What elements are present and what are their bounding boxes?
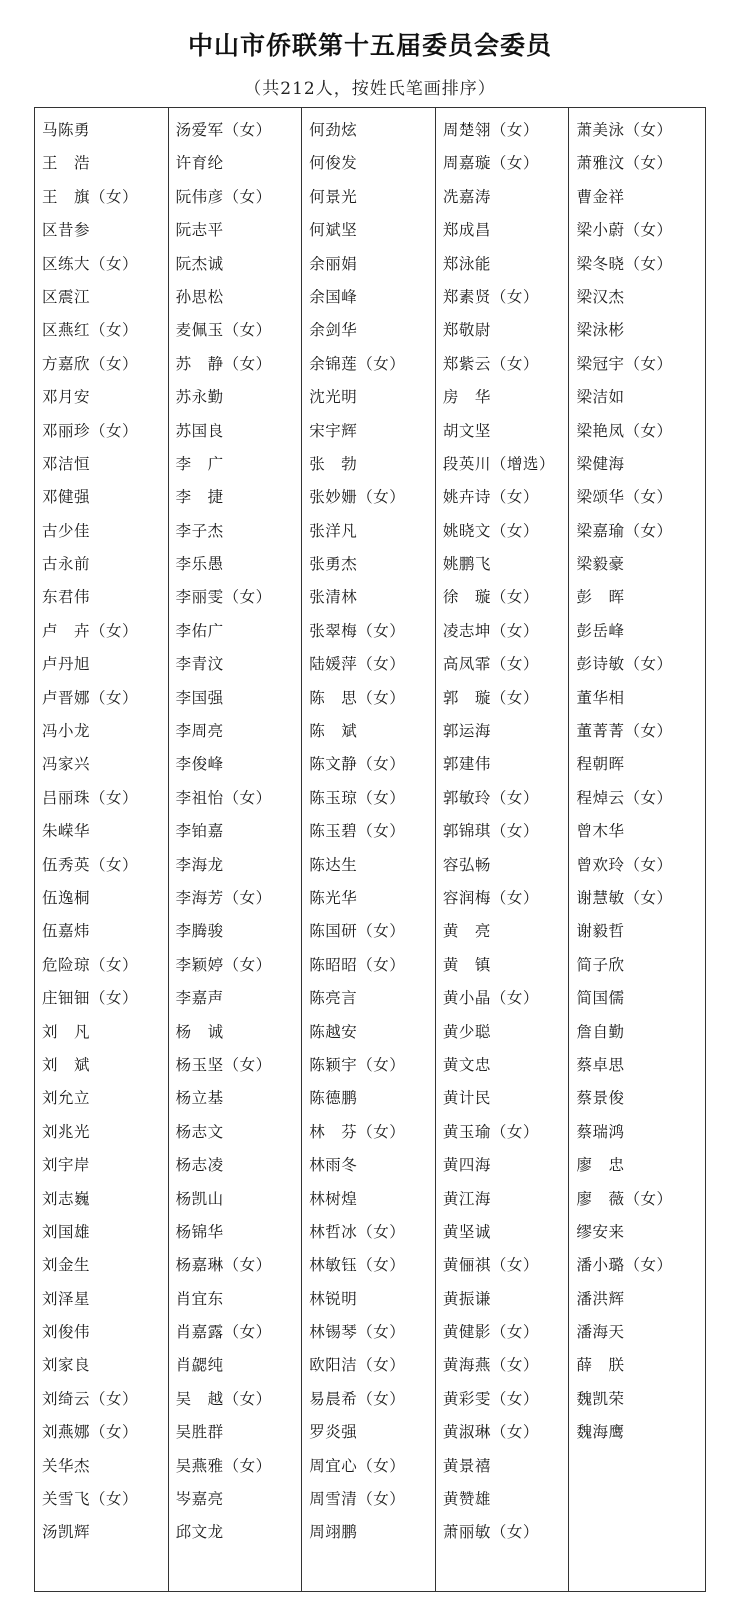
name-column-1 bbox=[35, 108, 169, 1591]
member-name: 黄俪祺（女） bbox=[442, 1256, 539, 1275]
member-name: 黄少聪 bbox=[442, 1022, 491, 1041]
member-name: 区昔参 bbox=[42, 221, 91, 240]
member-name: 潘海天 bbox=[576, 1323, 625, 1342]
member-name: 梁嘉瑜（女） bbox=[576, 521, 673, 540]
member-name: 苏永勤 bbox=[175, 388, 224, 407]
member-name: 缪安来 bbox=[576, 1222, 625, 1241]
member-name: 古永前 bbox=[42, 555, 91, 574]
member-name: 区震江 bbox=[42, 287, 91, 306]
member-name: 余锦莲（女） bbox=[309, 354, 406, 373]
member-name: 张勇杰 bbox=[309, 555, 358, 574]
member-name: 董华相 bbox=[576, 688, 625, 707]
member-name: 刘 凡 bbox=[42, 1022, 91, 1041]
member-name: 余国峰 bbox=[309, 287, 358, 306]
member-name: 房 华 bbox=[442, 388, 491, 407]
member-name: 肖嘉露（女） bbox=[175, 1323, 272, 1342]
member-name: 刘 斌 bbox=[42, 1055, 91, 1074]
member-name: 杨凯山 bbox=[175, 1189, 224, 1208]
member-name: 蔡卓思 bbox=[576, 1055, 625, 1074]
member-name: 李佑广 bbox=[175, 621, 224, 640]
member-name: 卢丹旭 bbox=[42, 655, 91, 674]
member-name: 陈玉琼（女） bbox=[309, 788, 406, 807]
member-name: 梁小蔚（女） bbox=[576, 221, 673, 240]
member-name: 梁颂华（女） bbox=[576, 488, 673, 507]
member-name: 廖 薇（女） bbox=[576, 1189, 673, 1208]
member-name: 邓丽珍（女） bbox=[42, 421, 139, 440]
member-name: 程朝晖 bbox=[576, 755, 625, 774]
member-name: 刘家良 bbox=[42, 1356, 91, 1375]
member-name: 黄海燕（女） bbox=[442, 1356, 539, 1375]
member-name: 杨志凌 bbox=[175, 1156, 224, 1175]
member-name: 陈文静（女） bbox=[309, 755, 406, 774]
member-name: 卢晋娜（女） bbox=[42, 688, 139, 707]
member-name: 伍逸桐 bbox=[42, 888, 91, 907]
name-column-2 bbox=[169, 108, 303, 1591]
member-name: 黄文忠 bbox=[442, 1055, 491, 1074]
member-name: 林锐明 bbox=[309, 1289, 358, 1308]
member-name: 杨锦华 bbox=[175, 1222, 224, 1241]
member-name: 杨志文 bbox=[175, 1122, 224, 1141]
member-name: 何斌坚 bbox=[309, 221, 358, 240]
member-name: 刘宇岸 bbox=[42, 1156, 91, 1175]
member-name: 孙思松 bbox=[175, 287, 224, 306]
member-table bbox=[34, 107, 706, 1592]
member-name: 高凤霏（女） bbox=[442, 655, 539, 674]
member-name: 卢 卉（女） bbox=[42, 621, 139, 640]
member-name: 梁健海 bbox=[576, 454, 625, 473]
member-name: 萧美泳（女） bbox=[576, 121, 673, 139]
member-name: 何劲炫 bbox=[309, 121, 358, 139]
member-name: 陈 思（女） bbox=[309, 688, 406, 707]
name-column-5 bbox=[569, 108, 705, 1591]
member-name: 李 广 bbox=[175, 454, 224, 473]
member-name: 方嘉欣（女） bbox=[42, 354, 139, 373]
member-name: 廖 忠 bbox=[576, 1156, 625, 1175]
member-name: 郑紫云（女） bbox=[442, 354, 539, 373]
member-name: 阮杰诚 bbox=[175, 254, 224, 273]
member-name: 何俊发 bbox=[309, 154, 358, 173]
member-name: 汤凯辉 bbox=[42, 1523, 91, 1542]
member-name: 关雪飞（女） bbox=[42, 1490, 139, 1509]
member-name: 岑嘉亮 bbox=[175, 1490, 224, 1509]
member-name: 马陈勇 bbox=[42, 121, 91, 139]
member-name: 萧雅汶（女） bbox=[576, 154, 673, 173]
member-name: 简子欣 bbox=[576, 955, 625, 974]
member-name: 曾木华 bbox=[576, 822, 625, 841]
member-name: 麦佩玉（女） bbox=[175, 321, 272, 340]
member-name: 段英川（增选） bbox=[442, 454, 555, 473]
member-name: 苏国良 bbox=[175, 421, 224, 440]
member-name: 肖勰纯 bbox=[175, 1356, 224, 1375]
member-name: 徐 璇（女） bbox=[442, 588, 539, 607]
member-name: 刘燕娜（女） bbox=[42, 1423, 139, 1442]
member-name: 薛 朕 bbox=[576, 1356, 625, 1375]
member-name: 郑泳能 bbox=[442, 254, 491, 273]
member-name: 董菁菁（女） bbox=[576, 722, 673, 741]
member-name: 谢毅哲 bbox=[576, 922, 625, 941]
member-name: 郭运海 bbox=[442, 722, 491, 741]
member-name: 阮志平 bbox=[175, 221, 224, 240]
member-name: 詹自勤 bbox=[576, 1022, 625, 1041]
member-name: 黄健影（女） bbox=[442, 1323, 539, 1342]
member-name: 陈国研（女） bbox=[309, 922, 406, 941]
member-name: 杨嘉琳（女） bbox=[175, 1256, 272, 1275]
member-name: 邓健强 bbox=[42, 488, 91, 507]
member-name: 刘兆光 bbox=[42, 1122, 91, 1141]
member-name: 潘小璐（女） bbox=[576, 1256, 673, 1275]
member-name: 刘志巍 bbox=[42, 1189, 91, 1208]
member-name: 容弘畅 bbox=[442, 855, 491, 874]
member-name: 林哲冰（女） bbox=[309, 1222, 406, 1241]
member-name: 黄小晶（女） bbox=[442, 989, 539, 1008]
member-name: 彭 晖 bbox=[576, 588, 625, 607]
member-name: 朱嵘华 bbox=[42, 822, 91, 841]
member-name: 曾欢玲（女） bbox=[576, 855, 673, 874]
member-name: 冼嘉涛 bbox=[442, 187, 491, 206]
member-name: 陈亮言 bbox=[309, 989, 358, 1008]
member-name: 古少佳 bbox=[42, 521, 91, 540]
member-name: 姚鹏飞 bbox=[442, 555, 491, 574]
member-name: 蔡瑞鸿 bbox=[576, 1122, 625, 1141]
member-name: 梁毅豪 bbox=[576, 555, 625, 574]
member-name: 刘绮云（女） bbox=[42, 1389, 139, 1408]
member-name: 罗炎强 bbox=[309, 1423, 358, 1442]
member-name: 王 旗（女） bbox=[42, 187, 139, 206]
member-name: 李青汶 bbox=[175, 655, 224, 674]
member-name: 许育纶 bbox=[175, 154, 224, 173]
member-name: 郭敏玲（女） bbox=[442, 788, 539, 807]
member-name: 李海芳（女） bbox=[175, 888, 272, 907]
member-name: 伍嘉炜 bbox=[42, 922, 91, 941]
member-name: 梁艳凤（女） bbox=[576, 421, 673, 440]
member-name: 陈昭昭（女） bbox=[309, 955, 406, 974]
member-name: 张清林 bbox=[309, 588, 358, 607]
member-name: 余丽娟 bbox=[309, 254, 358, 273]
member-name: 阮伟彦（女） bbox=[175, 187, 272, 206]
member-name: 李颖婷（女） bbox=[175, 955, 272, 974]
member-name: 吴燕雅（女） bbox=[175, 1456, 272, 1475]
member-name: 刘金生 bbox=[42, 1256, 91, 1275]
member-name: 汤爱军（女） bbox=[175, 121, 272, 139]
member-name: 邓洁恒 bbox=[42, 454, 91, 473]
member-name: 郑敬尉 bbox=[442, 321, 491, 340]
member-name: 李丽雯（女） bbox=[175, 588, 272, 607]
member-name: 黄振谦 bbox=[442, 1289, 491, 1308]
member-name: 彭岳峰 bbox=[576, 621, 625, 640]
member-name: 杨玉坚（女） bbox=[175, 1055, 272, 1074]
member-name: 邱文龙 bbox=[175, 1523, 224, 1542]
member-name: 东君伟 bbox=[42, 588, 91, 607]
member-name: 周翊鹏 bbox=[309, 1523, 358, 1542]
member-name: 张 勃 bbox=[309, 454, 358, 473]
member-name: 林敏钰（女） bbox=[309, 1256, 406, 1275]
member-name: 刘国雄 bbox=[42, 1222, 91, 1241]
member-name: 李 捷 bbox=[175, 488, 224, 507]
member-name: 刘俊伟 bbox=[42, 1323, 91, 1342]
member-name: 冯小龙 bbox=[42, 722, 91, 741]
member-name: 姚卉诗（女） bbox=[442, 488, 539, 507]
member-name: 胡文坚 bbox=[442, 421, 491, 440]
member-name: 萧丽敏（女） bbox=[442, 1523, 539, 1542]
name-column-3 bbox=[302, 108, 436, 1591]
member-name: 李子杰 bbox=[175, 521, 224, 540]
member-name: 彭诗敏（女） bbox=[576, 655, 673, 674]
member-name: 庄钿钿（女） bbox=[42, 989, 139, 1008]
member-name: 李祖怡（女） bbox=[175, 788, 272, 807]
member-name: 谢慧敏（女） bbox=[576, 888, 673, 907]
member-name: 梁冠宇（女） bbox=[576, 354, 673, 373]
member-name: 刘允立 bbox=[42, 1089, 91, 1108]
member-name: 宋宇辉 bbox=[309, 421, 358, 440]
member-name: 李腾骏 bbox=[175, 922, 224, 941]
member-name: 陈 斌 bbox=[309, 722, 358, 741]
member-name: 肖宜东 bbox=[175, 1289, 224, 1308]
member-name: 梁泳彬 bbox=[576, 321, 625, 340]
member-name: 林雨冬 bbox=[309, 1156, 358, 1175]
member-name: 王 浩 bbox=[42, 154, 91, 173]
member-name: 林锡琴（女） bbox=[309, 1323, 406, 1342]
member-name: 魏凯荣 bbox=[576, 1389, 625, 1408]
member-name: 区燕红（女） bbox=[42, 321, 139, 340]
member-name: 林树煌 bbox=[309, 1189, 358, 1208]
member-name: 周嘉璇（女） bbox=[442, 154, 539, 173]
member-name: 陈玉碧（女） bbox=[309, 822, 406, 841]
member-name: 刘泽星 bbox=[42, 1289, 91, 1308]
member-name: 陈德鹏 bbox=[309, 1089, 358, 1108]
member-name: 郑素贤（女） bbox=[442, 287, 539, 306]
member-name: 郭锦琪（女） bbox=[442, 822, 539, 841]
member-name: 张翠梅（女） bbox=[309, 621, 406, 640]
member-name: 黄赞雄 bbox=[442, 1490, 491, 1509]
member-name: 郭建伟 bbox=[442, 755, 491, 774]
member-name: 李乐愚 bbox=[175, 555, 224, 574]
member-name: 沈光明 bbox=[309, 388, 358, 407]
member-name: 潘洪辉 bbox=[576, 1289, 625, 1308]
member-name: 关华杰 bbox=[42, 1456, 91, 1475]
member-name: 吕丽珠（女） bbox=[42, 788, 139, 807]
page-subtitle: （共212人，按姓氏笔画排序） bbox=[244, 79, 496, 99]
member-name: 张妙姗（女） bbox=[309, 488, 406, 507]
member-name: 黄 亮 bbox=[442, 922, 491, 941]
member-name: 陈光华 bbox=[309, 888, 358, 907]
member-name: 黄计民 bbox=[442, 1089, 491, 1108]
member-name: 周楚翎（女） bbox=[442, 121, 539, 139]
member-name: 欧阳洁（女） bbox=[309, 1356, 406, 1375]
member-name: 蔡景俊 bbox=[576, 1089, 625, 1108]
member-name: 区练大（女） bbox=[42, 254, 139, 273]
member-name: 林 芬（女） bbox=[309, 1122, 406, 1141]
member-name: 周雪清（女） bbox=[309, 1490, 406, 1509]
member-name: 陈颖宇（女） bbox=[309, 1055, 406, 1074]
member-name: 李国强 bbox=[175, 688, 224, 707]
member-name: 冯家兴 bbox=[42, 755, 91, 774]
member-name: 梁汉杰 bbox=[576, 287, 625, 306]
member-name: 黄彩雯（女） bbox=[442, 1389, 539, 1408]
member-name: 曹金祥 bbox=[576, 187, 625, 206]
member-name: 苏 静（女） bbox=[175, 354, 272, 373]
member-name: 伍秀英（女） bbox=[42, 855, 139, 874]
member-name: 黄淑琳（女） bbox=[442, 1423, 539, 1442]
member-name: 陈达生 bbox=[309, 855, 358, 874]
member-name: 陈越安 bbox=[309, 1022, 358, 1041]
member-name: 李铂嘉 bbox=[175, 822, 224, 841]
member-name: 梁冬晓（女） bbox=[576, 254, 673, 273]
member-name: 简国儒 bbox=[576, 989, 625, 1008]
member-name: 黄 镇 bbox=[442, 955, 491, 974]
member-name: 张洋凡 bbox=[309, 521, 358, 540]
member-name: 黄四海 bbox=[442, 1156, 491, 1175]
member-name: 李嘉声 bbox=[175, 989, 224, 1008]
member-name: 杨 诚 bbox=[175, 1022, 224, 1041]
member-name: 梁洁如 bbox=[576, 388, 625, 407]
member-name: 郑成昌 bbox=[442, 221, 491, 240]
member-name: 李俊峰 bbox=[175, 755, 224, 774]
member-name: 吴 越（女） bbox=[175, 1389, 272, 1408]
member-name: 郭 璇（女） bbox=[442, 688, 539, 707]
member-name: 邓月安 bbox=[42, 388, 91, 407]
member-name: 黄景禧 bbox=[442, 1456, 491, 1475]
member-name: 李周亮 bbox=[175, 722, 224, 741]
member-name: 陆媛萍（女） bbox=[309, 655, 406, 674]
member-name: 凌志坤（女） bbox=[442, 621, 539, 640]
member-name: 余剑华 bbox=[309, 321, 358, 340]
member-name: 程焯云（女） bbox=[576, 788, 673, 807]
member-name: 何景光 bbox=[309, 187, 358, 206]
member-name: 杨立基 bbox=[175, 1089, 224, 1108]
name-column-4 bbox=[436, 108, 570, 1591]
member-name: 李海龙 bbox=[175, 855, 224, 874]
member-name: 黄玉瑜（女） bbox=[442, 1122, 539, 1141]
member-name: 危险琼（女） bbox=[42, 955, 139, 974]
member-name: 易晨希（女） bbox=[309, 1389, 406, 1408]
page-title: 中山市侨联第十五届委员会委员 bbox=[187, 31, 552, 60]
member-name: 魏海鹰 bbox=[576, 1423, 625, 1442]
member-name: 姚晓文（女） bbox=[442, 521, 539, 540]
member-name: 容润梅（女） bbox=[442, 888, 539, 907]
member-name: 周宜心（女） bbox=[309, 1456, 406, 1475]
member-name: 吴胜群 bbox=[175, 1423, 224, 1442]
member-name: 黄江海 bbox=[442, 1189, 491, 1208]
member-name: 黄坚诚 bbox=[442, 1222, 491, 1241]
